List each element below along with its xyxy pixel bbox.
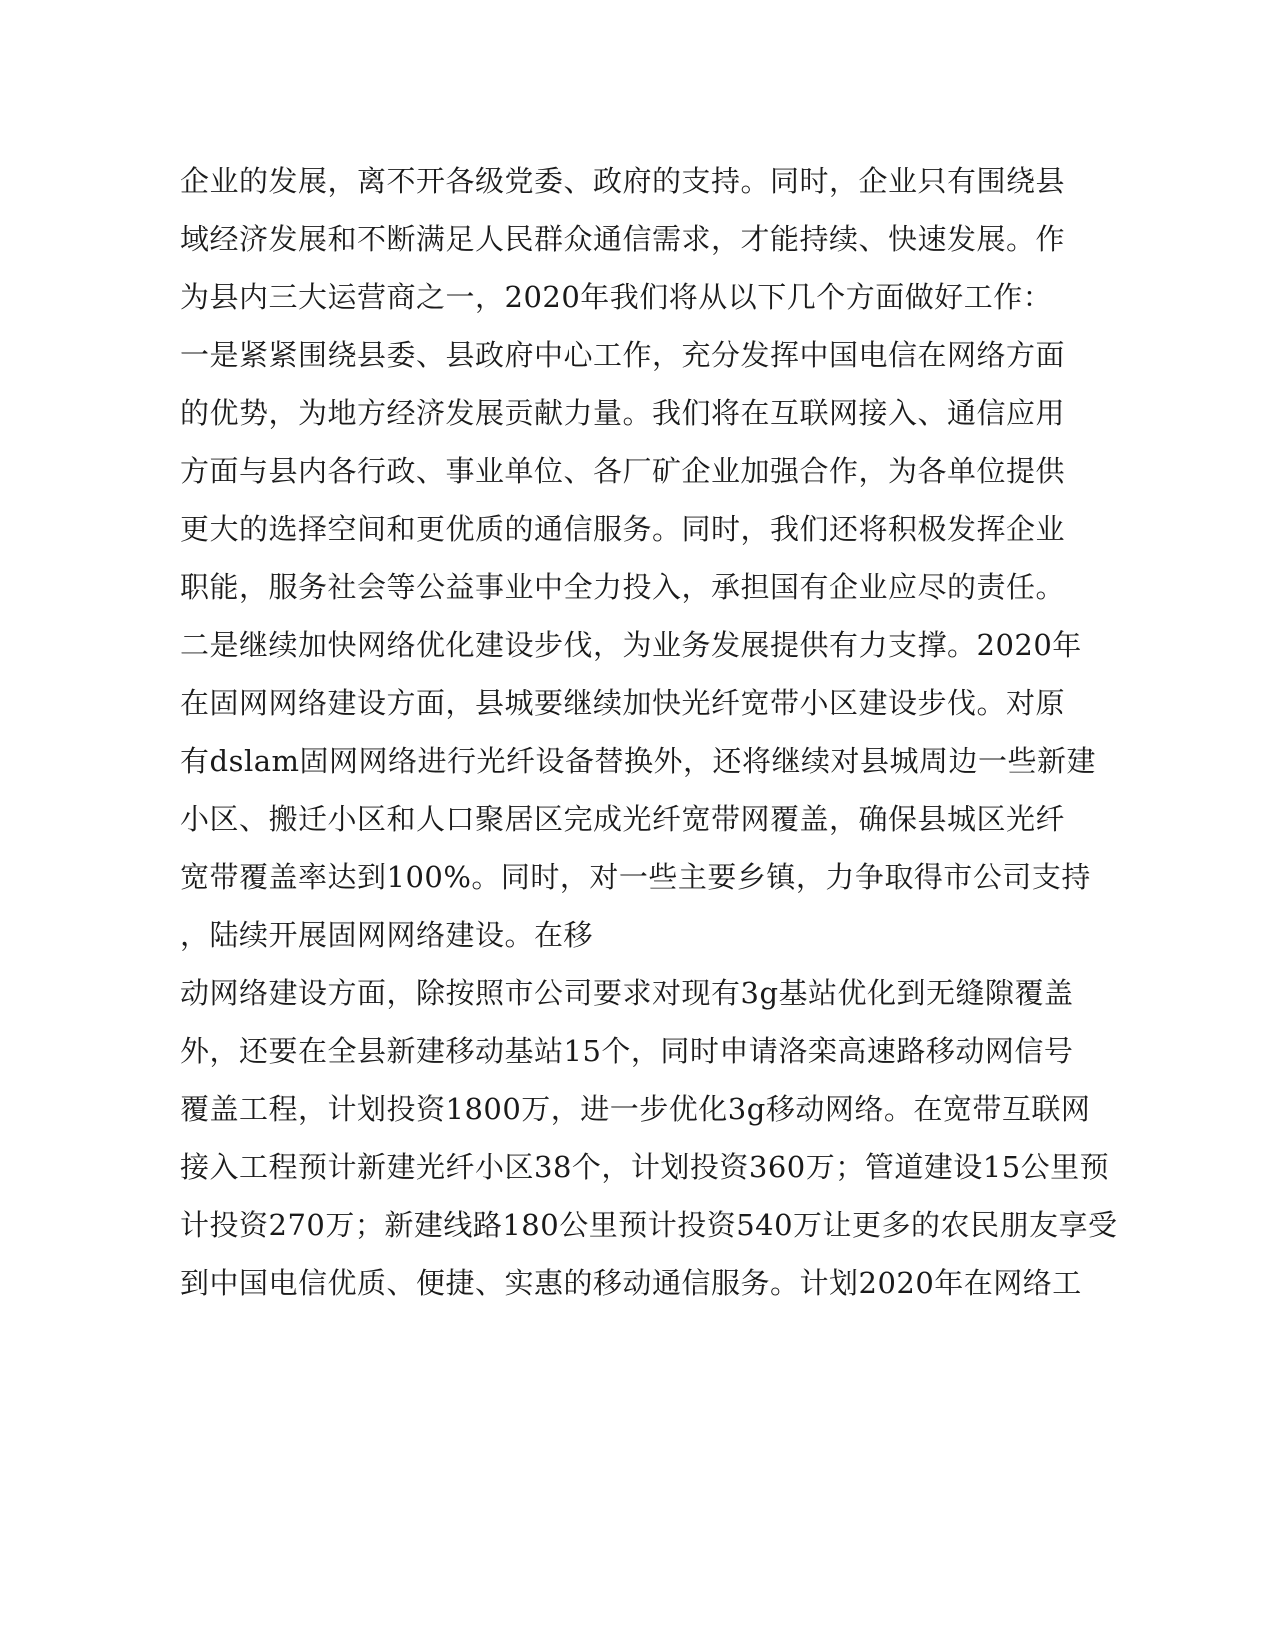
text-line-18: 接入工程预计新建光纤小区38个，计划投资360万；管道建设15公里预 [180, 1150, 1110, 1184]
text-line-11: 有dslam固网网络进行光纤设备替换外，还将继续对县城周边一些新建 [180, 744, 1097, 778]
body-text [180, 152, 1118, 1312]
text-line-6: 方面与县内各行政、事业单位、各厂矿企业加强合作，为各单位提供 [180, 454, 1066, 488]
text-line-19: 计投资270万；新建线路180公里预计投资540万让更多的农民朋友享受 [180, 1208, 1118, 1242]
text-line-16: 外，还要在全县新建移动基站15个，同时申请洛栾高速路移动网信号 [180, 1034, 1074, 1068]
text-line-2: 域经济发展和不断满足人民群众通信需求，才能持续、快速发展。作 [180, 222, 1066, 256]
text-line-13: 宽带覆盖率达到100%。同时，对一些主要乡镇，力争取得市公司支持 [180, 860, 1091, 894]
text-line-4: 一是紧紧围绕县委、县政府中心工作，充分发挥中国电信在网络方面 [180, 338, 1066, 372]
text-line-15: 动网络建设方面，除按照市公司要求对现有3g基站优化到无缝隙覆盖 [180, 976, 1074, 1010]
text-line-9: 二是继续加快网络优化建设步伐，为业务发展提供有力支撑。2020年 [180, 628, 1082, 662]
text-line-5: 的优势，为地方经济发展贡献力量。我们将在互联网接入、通信应用 [180, 396, 1066, 430]
text-line-7: 更大的选择空间和更优质的通信服务。同时，我们还将积极发挥企业 [180, 512, 1066, 546]
text-line-8: 职能，服务社会等公益事业中全力投入，承担国有企业应尽的责任。 [180, 570, 1066, 604]
text-line-1: 企业的发展，离不开各级党委、政府的支持。同时，企业只有围绕县 [180, 164, 1066, 198]
text-line-20: 到中国电信优质、便捷、实惠的移动通信服务。计划2020年在网络工 [180, 1266, 1082, 1300]
text-line-10: 在固网网络建设方面，县城要继续加快光纤宽带小区建设步伐。对原 [180, 686, 1066, 720]
text-line-3: 为县内三大运营商之一，2020年我们将从以下几个方面做好工作： [180, 280, 1053, 314]
text-line-14: ，陆续开展固网网络建设。在移 [180, 918, 594, 952]
text-line-17: 覆盖工程，计划投资1800万，进一步优化3g移动网络。在宽带互联网 [180, 1092, 1091, 1126]
text-line-12: 小区、搬迁小区和人口聚居区完成光纤宽带网覆盖，确保县城区光纤 [180, 802, 1066, 836]
